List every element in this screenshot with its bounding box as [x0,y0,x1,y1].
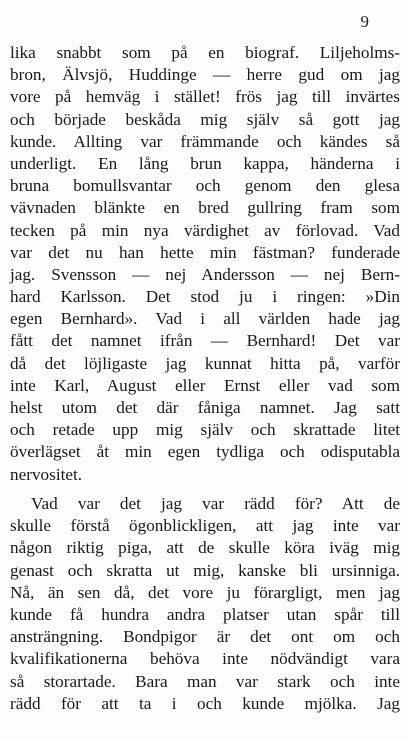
text-line: då det löjligaste jag kunnat hitta på, varför [10,353,400,373]
text-line: inte Karl, August eller Ernst eller vad som [10,375,400,395]
text-line: genast och skratta ut mig, kanske bli ursinniga. [10,560,400,580]
text-line: och retade upp mig själv och skrattade litet [10,420,400,440]
text-line: Nå, än sen då, det vore ju förargligt, men jag [10,582,400,602]
paragraph [10,493,400,715]
paragraph [10,42,400,486]
text-line: ansträngning. Bondpigor är det ont om och [10,627,400,647]
text-line: och började beskåda mig själv så gott jag [10,109,400,129]
text-line: rädd för att ta i och kunde mjölka. Jag [10,693,400,713]
text-line: helst utom det där fåniga namnet. Jag satt [10,398,400,417]
text-line: kunde få hundra andra platser utan spår till [10,604,400,624]
text-line: fått det namnet ifrån — Bernhard! Det var [10,331,400,351]
text-line: bruna bomullsvantar och genom den glesa [10,176,400,196]
text-line: hard Karlsson. Det stod ju i ringen: »Din [10,287,400,307]
text-line: egen Bernhard». Vad i all världen hade jag [10,309,400,329]
text-line: bron, Älvsjö, Huddinge — herre gud om jag [10,65,400,85]
text-line: så storartade. Bara man var stark och inte [10,671,400,691]
page-number: 9 [360,12,369,31]
text-line: överlägset åt min egen tydliga och odisputabla [10,442,400,462]
text-line: någon riktig piga, att de skulle köra iväg mig [10,538,400,558]
text-line: skulle förstå ögonblickligen, att jag inte var [10,516,400,536]
text-line: vore på hemväg i stället! frös jag till invärtes [10,87,400,107]
text-line: Vad var det jag var rädd för? Att de [31,494,400,513]
text-line: tecken på min nya värdighet av förlovad. Vad [10,220,400,240]
text-line: kvalifikationerna behöva inte nödvändigt vara [10,649,400,669]
text-line: underligt. En lång brun kappa, händerna i [10,153,400,173]
text-line: lika snabbt som på en biograf. Liljeholms- [10,43,400,62]
text-line: jag. Svensson — nej Andersson — nej Bern- [10,264,400,284]
text-line: vävnaden blänkte en bred gullring fram som [10,198,400,218]
text-line: var det nu han hette min fästman? funderade [10,242,400,262]
text-line: nervositet. [10,464,83,484]
text-line: kunde. Allting var främmande och kändes så [10,131,400,151]
